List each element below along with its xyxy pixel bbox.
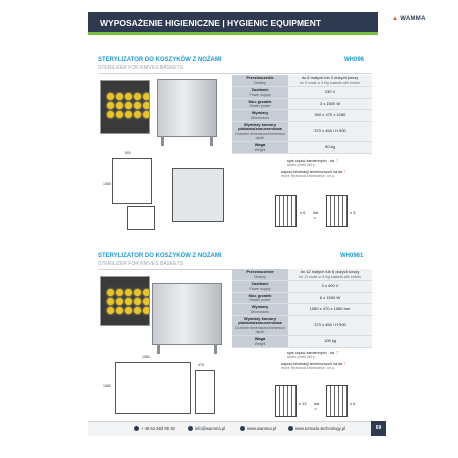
section1-dim-height: 1080 — [103, 182, 111, 186]
section1-stand-drawing — [127, 206, 155, 230]
section1-photo-open — [100, 80, 150, 134]
section1-machine-photo — [157, 79, 217, 137]
section1-dim-width: 500 — [125, 151, 131, 155]
section1-spec-table: Przeznaczenie Destiny do 6 małych lub 3 dużych koszy for 6 small or 3 big baskets with knives Zasilanie Power supply 230 V Moc grzałek Heater power 3 x 1500 W Wymiary Dimensions 500 x 470 x 1080 Wymiary komory płukania/zanurzeniowa Chamber dimensions/immersion depth 370 x 454 / H 500 Waga Weight 80 kg — [232, 75, 372, 154]
section2-subtitle: STERILIZER FOR KNIVES BASKETS — [98, 261, 184, 267]
section2-small-rack — [275, 385, 297, 417]
section2-code: WH0961 — [340, 253, 364, 259]
mail-icon — [188, 426, 193, 431]
section1-more-info-note: więcej informacji technicznych na str.7 more technical information on p. — [281, 170, 346, 178]
brand-logo: ▲ WAMMA — [392, 16, 426, 22]
section2-more-info-note: więcej informacji technicznych na str.7 more technical information on p. — [281, 362, 346, 370]
section1-small-rack — [275, 195, 297, 227]
footer-email[interactable]: info@wamma.pl — [188, 426, 225, 431]
section2-side-drawing — [195, 370, 215, 414]
section1-code: WH096 — [344, 57, 365, 63]
section2-machine-photo — [152, 283, 222, 345]
section2-rack-count-big: x 6 — [350, 401, 356, 406]
section2-spare-parts-note: spis części zamiennych - str. 7 spare parts list p. — [287, 351, 339, 359]
footer-web1[interactable]: www.wamma.pl — [240, 426, 276, 431]
section1-spare-parts-note: spis części zamiennych - str. 7 spare parts list p. — [287, 159, 339, 167]
section1-chamber-photo — [172, 168, 224, 222]
section2-big-rack — [326, 385, 348, 417]
section1-divider — [98, 73, 372, 74]
section2-dim-width: 1080 — [142, 355, 150, 359]
globe-icon — [288, 426, 293, 431]
section2-front-drawing — [115, 362, 191, 414]
section1-rack-or-en: or — [313, 215, 317, 220]
section2-photo-open — [100, 276, 150, 326]
phone-icon — [134, 426, 139, 431]
section1-subtitle: STERILIZER FOR KNIVES BASKETS — [98, 65, 184, 71]
section2-rack-or: lub — [314, 401, 320, 406]
section1-rack-count-small: x 6 — [300, 210, 306, 215]
section1-rack-or: lub — [313, 210, 319, 215]
section1-rack-count-big: x 3 — [350, 210, 356, 215]
globe-icon — [240, 426, 245, 431]
section2-spec-table: Przeznaczenie Destiny do 12 małych lub 6 dużych koszy for 12 small or 6 big baskets with knives Zasilanie Power supply 3 x 400 V Moc grzałek Heater power 6 x 1500 W Wymiary Dimensions 1080 x 470 x 1080 mm Wymiary komory płukania/zanurzeniowa Chamber dimensions/immersion depth 370 x 454 / H 500 Waga Weight 105 kg — [232, 269, 372, 348]
page-title: WYPOSAŻENIE HIGIENICZNE | HYGIENIC EQUIPMENT — [100, 18, 322, 28]
page-footer — [88, 421, 378, 436]
section2-title: STERYLIZATOR DO KOSZYKÓW Z NOŻAMI — [98, 253, 222, 259]
section1-title: STERYLIZATOR DO KOSZYKÓW Z NOŻAMI — [98, 57, 222, 63]
section1-front-drawing — [112, 158, 152, 204]
page-number: 69 — [371, 421, 386, 436]
section2-rack-count-small: x 12 — [299, 401, 307, 406]
section2-rack-or-en: or — [314, 406, 318, 411]
section2-dim-height: 1080 — [103, 384, 111, 388]
footer-phone: + 48 52 583 95 30 — [134, 426, 175, 431]
section2-dim-depth: 470 — [198, 363, 204, 367]
footer-web2[interactable]: www.tornado-technology.pl — [288, 426, 345, 431]
section1-big-rack — [326, 195, 348, 227]
